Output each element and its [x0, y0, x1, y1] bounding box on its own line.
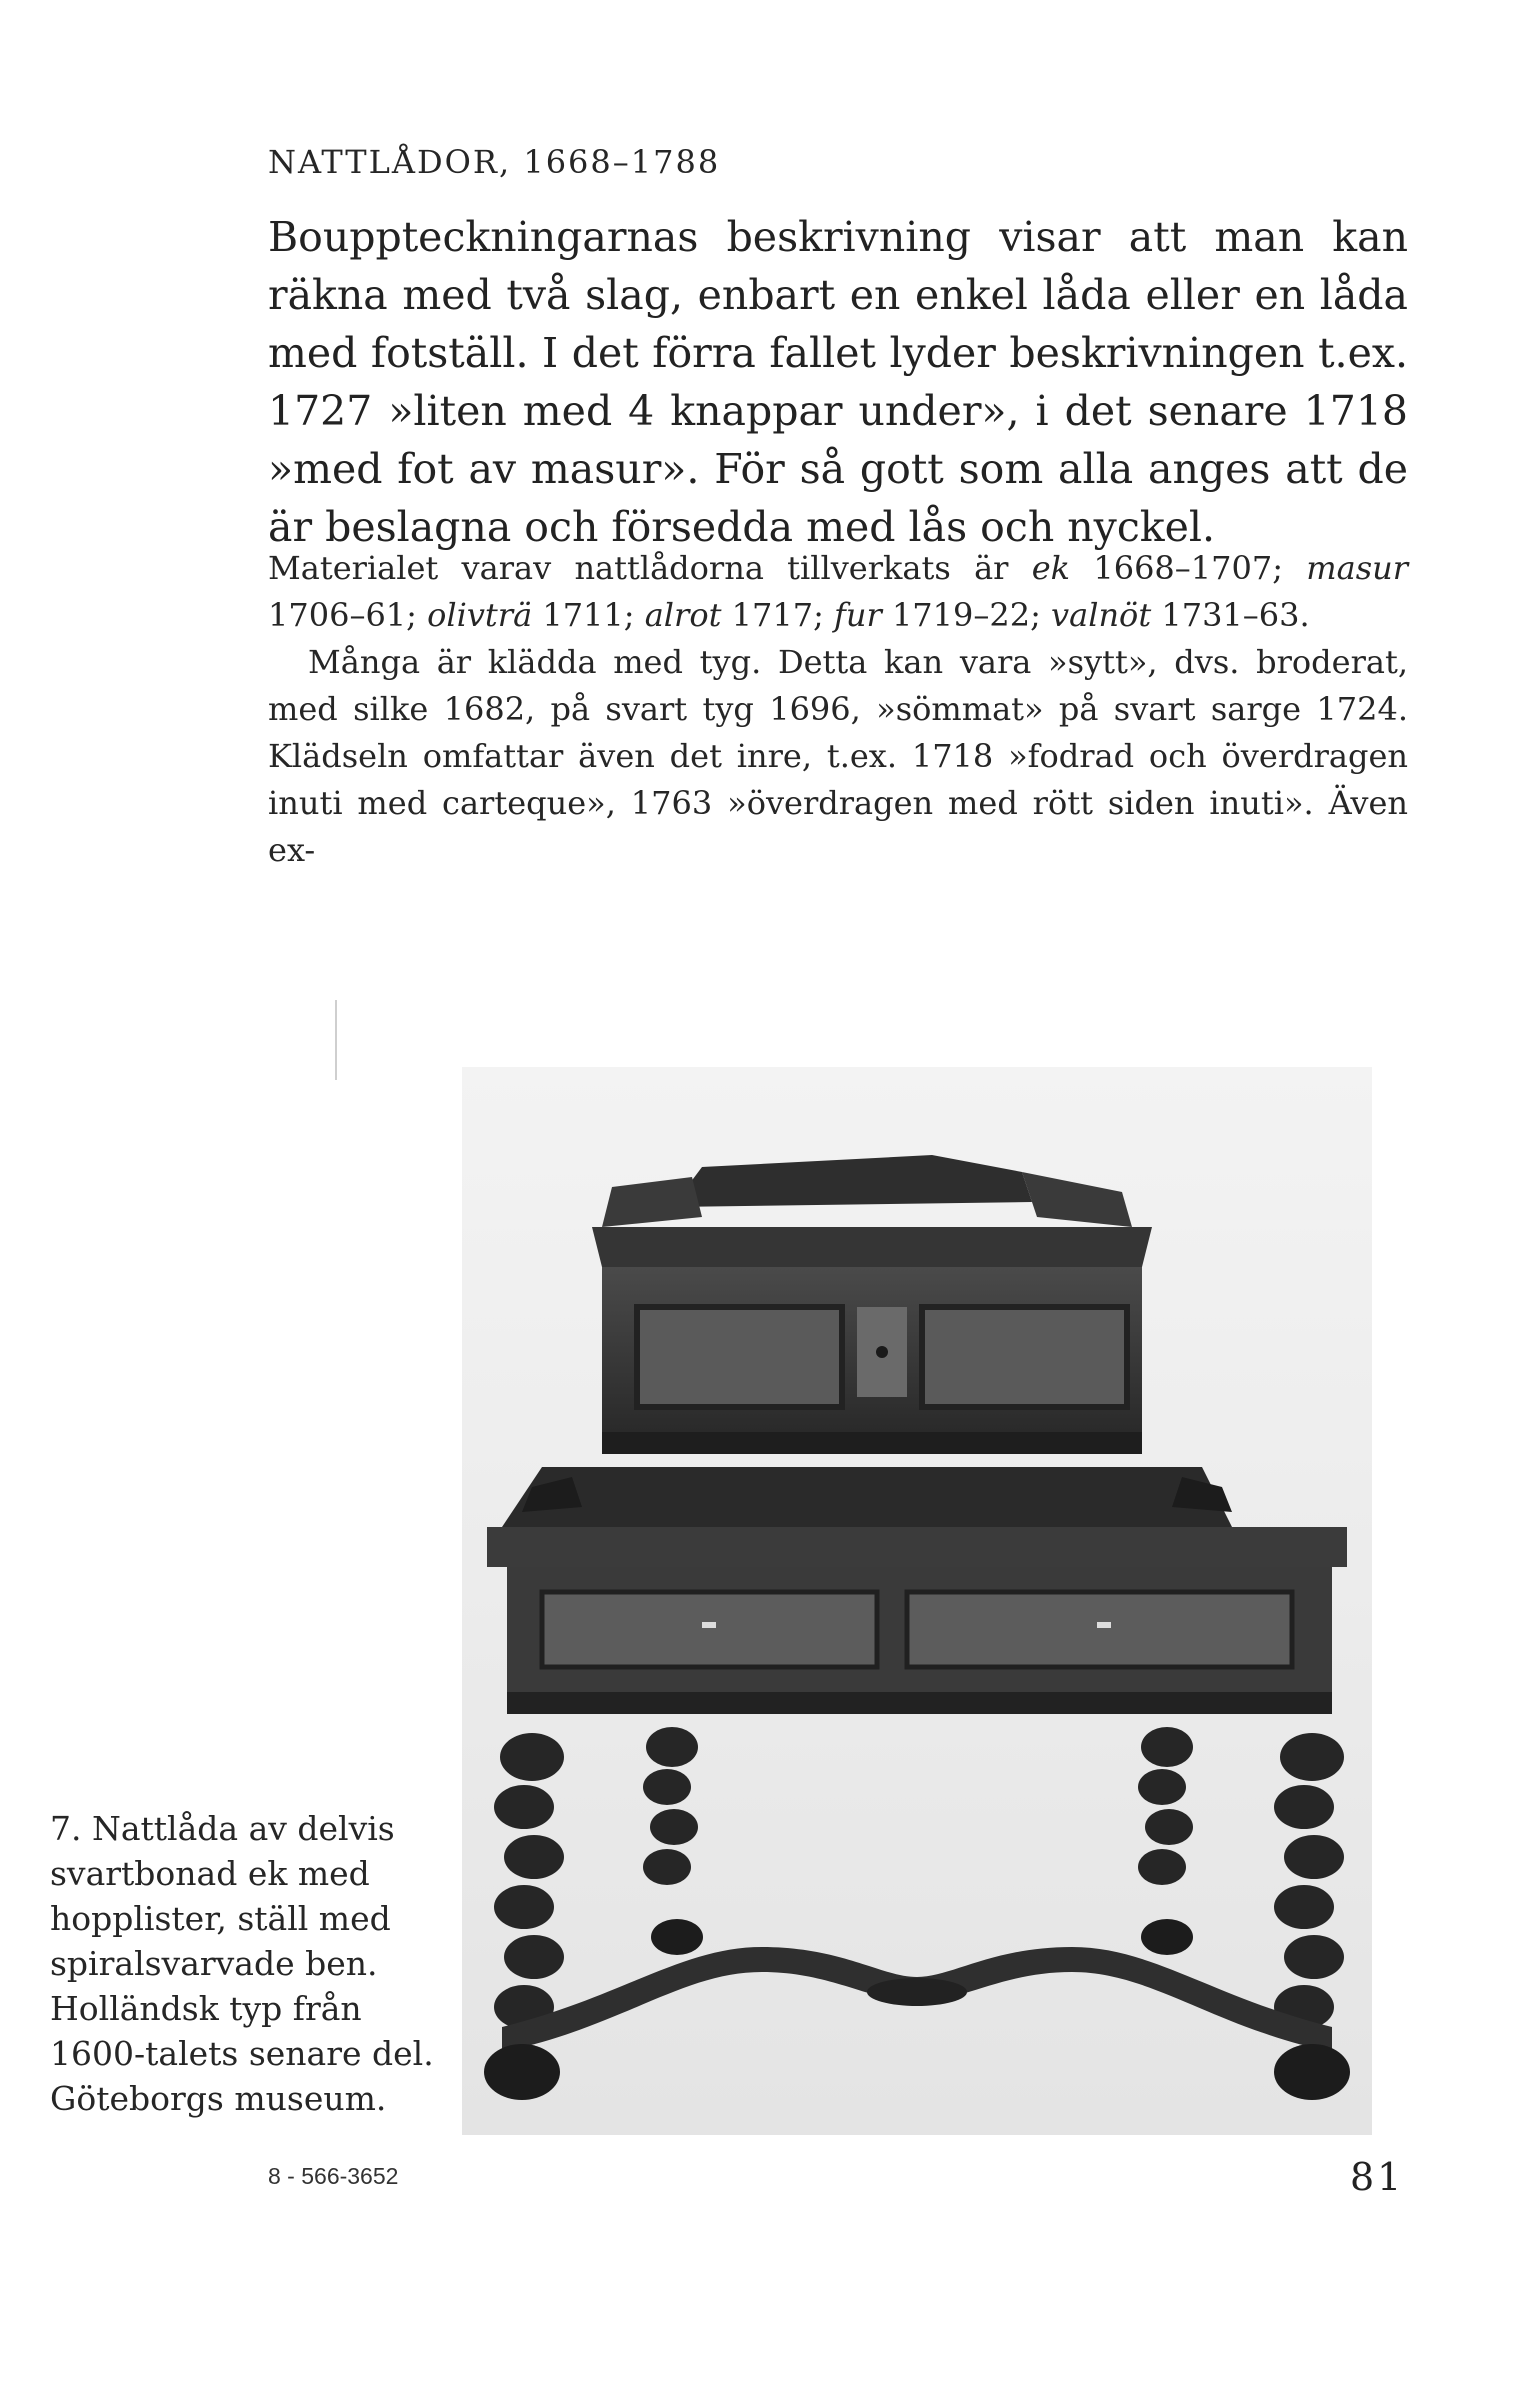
wood-alrot: alrot: [644, 596, 722, 634]
caption-line: spiralsvarvade ben.: [50, 1944, 378, 1983]
wood-fur: fur: [834, 596, 882, 634]
caption-line: Göteborgs museum.: [50, 2079, 387, 2118]
caption-line: 1600-talets senare del.: [50, 2034, 434, 2073]
wood-masur: masur: [1306, 549, 1409, 587]
materials-paragraph: Materialet varav nattlådorna tillverkats är ek 1668–1707; masur 1706–61; olivträ 1711; alrot 1717; fur 1719–22; valnöt 1731–63.: [268, 549, 1409, 634]
lead-paragraph: Bouppteckningarnas beskrivning visar att man kan räkna med två slag, enbart en enkel låda eller en låda med fotställ. I det förra fallet lyder beskrivningen t.ex. 1727 »liten med 4 knappar under», i det senare 1718 »med fot av masur». För så gott som alla anges att de är beslagna och försedda med lås och nyckel.: [268, 213, 1408, 551]
caption-line: 7. Nattlåda av delvis: [50, 1809, 395, 1848]
fabric-paragraph: Många är klädda med tyg. Detta kan vara »sytt», dvs. broderat, med silke 1682, på svart tyg 1696, »sömmat» på svart sarge 1724. Klädseln omfattar även det inre, t.ex. 1718 »fodrad och överdragen inuti med carteque», 1763 »överdragen med rött siden inuti». Även ex-: [268, 643, 1408, 869]
running-head: NATTLÅDOR, 1668–1788: [268, 143, 721, 181]
printer-code: 8 - 566-3652: [268, 2163, 399, 2189]
body-text: [268, 545, 1408, 874]
figure-caption: [50, 1806, 434, 2121]
caption-line: Holländsk typ från: [50, 1989, 362, 2028]
wood-valnot: valnöt: [1051, 596, 1152, 634]
page-number: 81: [1350, 2155, 1405, 2199]
wood-ek: ek: [1031, 549, 1071, 587]
caption-line: svartbonad ek med: [50, 1854, 370, 1893]
caption-line: hopplister, ställ med: [50, 1899, 391, 1938]
furniture-photograph: [462, 1067, 1372, 2135]
wood-olivtra: olivträ: [427, 596, 533, 634]
